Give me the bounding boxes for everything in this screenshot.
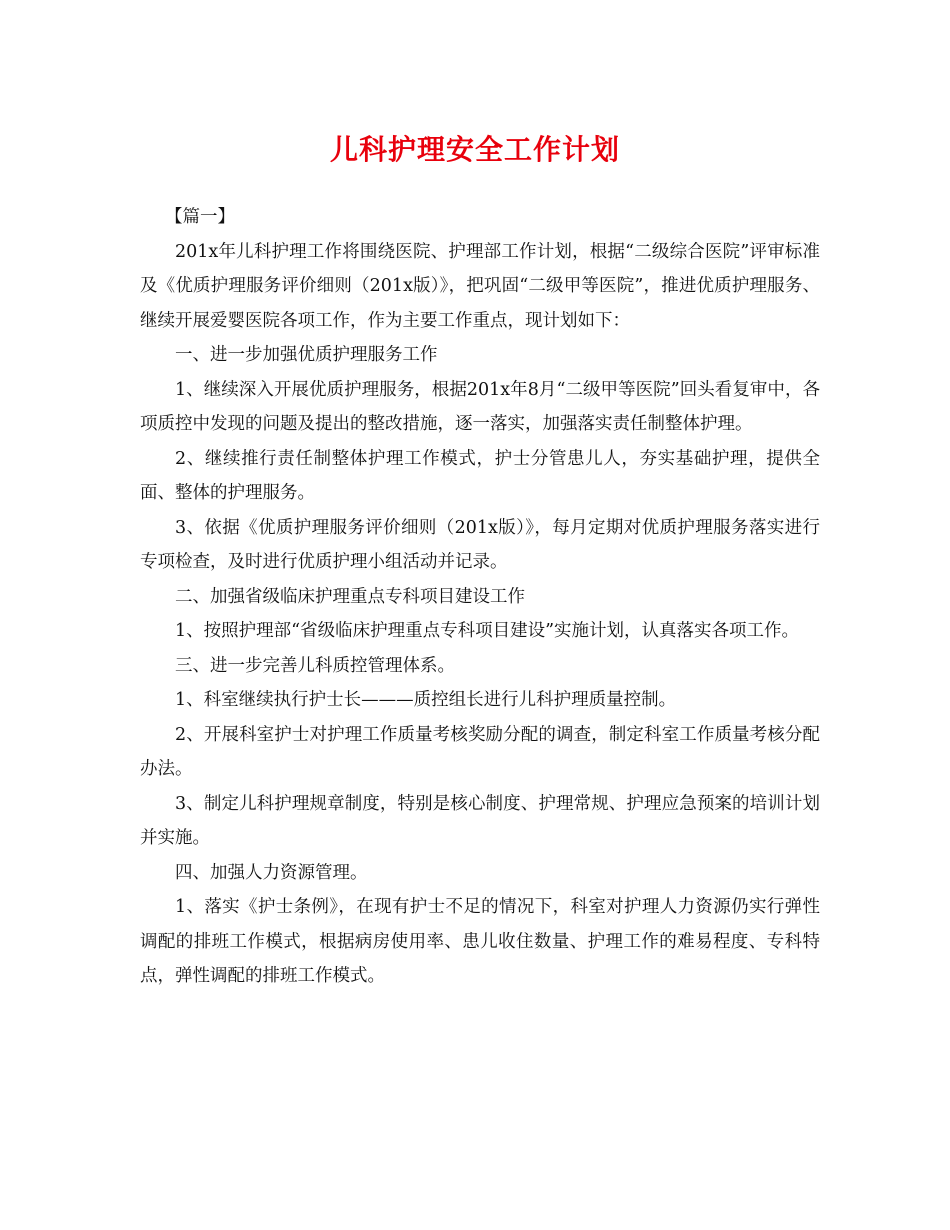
list-item: 1、科室继续执行护士长———质控组长进行儿科护理质量控制。 xyxy=(175,690,677,710)
intro-paragraph: 201x年儿科护理工作将围绕医院、护理部工作计划，根据“二级综合医院”评审标准及《优质护理服务评价细则（201x版）》，把巩固“二级甲等医院”，推进优质护理服务、继续开展爱婴医院各项工作，作为主要工作重点，现计划如下： xyxy=(140,241,820,331)
list-item: 3、依据《优质护理服务评价细则（201x版）》，每月定期对优质护理服务落实进行专项检查，及时进行优质护理小组活动并记录。 xyxy=(140,517,820,572)
section-heading-2: 二、加强省级临床护理重点专科项目建设工作 xyxy=(175,586,525,607)
section-label: 【篇一】 xyxy=(165,207,235,227)
section-heading-3: 三、进一步完善儿科质控管理体系。 xyxy=(175,655,455,676)
list-item: 2、继续推行责任制整体护理工作模式，护士分管患儿人，夯实基础护理，提供全面、整体的护理服务。 xyxy=(140,448,820,503)
document-title: 儿科护理安全工作计划 xyxy=(329,133,620,166)
list-item: 1、落实《护士条例》，在现有护士不足的情况下，科室对护理人力资源仍实行弹性调配的排班工作模式，根据病房使用率、患儿收住数量、护理工作的难易程度、专科特点，弹性调配的排班工作模式。 xyxy=(140,897,820,986)
section-heading-4: 四、加强人力资源管理。 xyxy=(175,862,368,883)
section-heading-1: 一、进一步加强优质护理服务工作 xyxy=(175,345,438,365)
list-item: 1、按照护理部“省级临床护理重点专科项目建设”实施计划，认真落实各项工作。 xyxy=(175,621,800,641)
list-item: 2、开展科室护士对护理工作质量考核奖励分配的调查，制定科室工作质量考核分配办法。 xyxy=(140,724,820,779)
list-item: 1、继续深入开展优质护理服务，根据201x年8月“二级甲等医院”回头看复审中，各项质控中发现的问题及提出的整改措施，逐一落实，加强落实责任制整体护理。 xyxy=(140,379,820,434)
document-body xyxy=(140,200,820,994)
list-item: 3、制定儿科护理规章制度，特别是核心制度、护理常规、护理应急预案的培训计划并实施。 xyxy=(140,793,820,848)
